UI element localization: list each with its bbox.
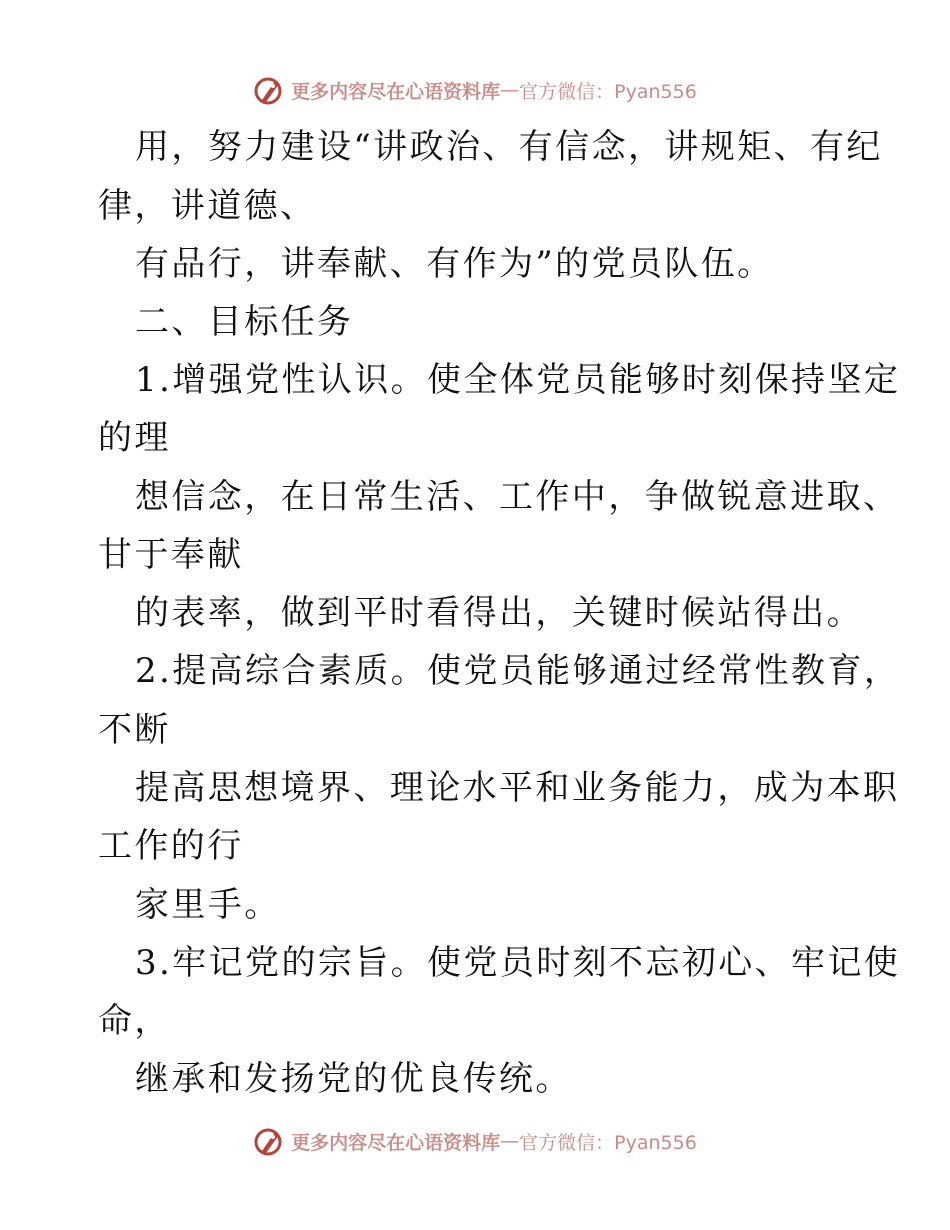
list-item-line: 命， bbox=[98, 1001, 171, 1041]
list-item-line: 想信念，在日常生活、工作中，争做锐意进取、 bbox=[135, 477, 900, 517]
paragraph-line: 用，努力建设“讲政治、有信念，讲规矩、有纪 bbox=[135, 127, 883, 167]
list-item-line: 的理 bbox=[98, 418, 171, 458]
paragraph-line: 律，讲道德、 bbox=[98, 186, 317, 226]
section-heading: 二、目标任务 bbox=[135, 302, 354, 342]
header-watermark bbox=[0, 70, 950, 110]
watermark-brand: 更多内容尽在心语资料库 bbox=[291, 1131, 501, 1154]
list-item-line: 3.牢记党的宗旨。使党员时刻不忘初心、牢记使 bbox=[135, 943, 901, 983]
watermark-wechat-id: 官方微信：Pyan556 bbox=[519, 1131, 697, 1154]
list-item-line: 工作的行 bbox=[98, 826, 244, 866]
paragraph-line: 有品行，讲奉献、有作为”的党员队伍。 bbox=[135, 244, 774, 284]
list-item-line: 继承和发扬党的优良传统。 bbox=[135, 1059, 572, 1099]
list-item-line: 2.提高综合素质。使党员能够通过经常性教育， bbox=[135, 651, 901, 691]
list-item-line: 提高思想境界、理论水平和业务能力，成为本职 bbox=[135, 768, 900, 808]
watermark-separator: — bbox=[500, 79, 520, 101]
watermark-separator: — bbox=[500, 1130, 520, 1152]
list-item-line: 1.增强党性认识。使全体党员能够时刻保持坚定 bbox=[135, 360, 901, 400]
pen-nib-circle-icon bbox=[253, 1125, 285, 1157]
list-item-line: 甘于奉献 bbox=[98, 535, 244, 575]
watermark-brand: 更多内容尽在心语资料库 bbox=[291, 80, 501, 103]
list-item-line: 不断 bbox=[98, 710, 171, 750]
footer-watermark bbox=[0, 1121, 950, 1161]
pen-nib-circle-icon bbox=[253, 74, 285, 106]
watermark-wechat-id: 官方微信：Pyan556 bbox=[519, 80, 697, 103]
list-item-line: 家里手。 bbox=[135, 885, 281, 925]
list-item-line: 的表率，做到平时看得出，关键时候站得出。 bbox=[135, 593, 863, 633]
